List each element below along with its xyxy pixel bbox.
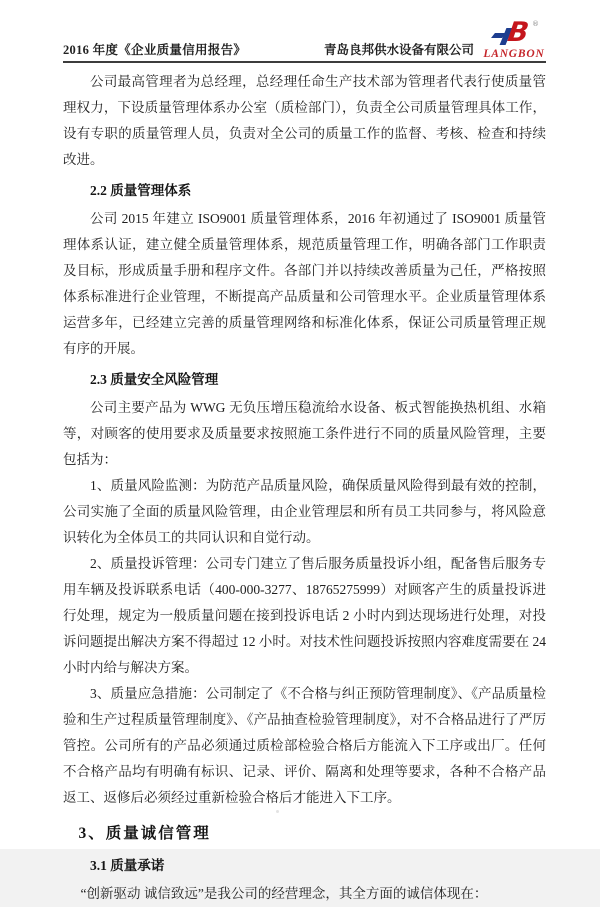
- paragraph-iso9001-system: 公司 2015 年建立 ISO9001 质量管理体系，2016 年初通过了 ISO9001 质量管理体系认证，建立健全质量管理体系，规范质量管理工作，明确各部门工作职责及目标，形成质量手册和程序文件。各部门并以持续改善质量为己任，严格按照体系标准进行企业管理，不断提高产品质量和公司管理水平。企业质量管理体系运营多年，已经建立完善的质量管理网络和标准化体系，保证公司质量管理正规有序的开展。: [63, 211, 546, 356]
- paragraph-item-2-complaint-management: 2、质量投诉管理：公司专门建立了售后服务质量投诉小组，配备售后服务专用车辆及投诉联系电话（400-000-3277、18765275999）对顾客产生的质量投诉进行处理，规定为一般质量问题在接到投诉电话 2 小时内到达现场进行处理，对投诉问题提出解决方案不得超过 12 小时。对技术性问题投诉按照内容难度需要在 24 小时内给与解决方案。: [63, 556, 546, 675]
- page-header: [63, 17, 546, 63]
- paragraph-item-3-emergency-measures: 3、质量应急措施：公司制定了《不合格与纠正预防管理制度》、《产品质量检验和生产过程质量管理制度》、《产品抽查检验管理制度》，对不合格品进行了严厉管控。公司所有的产品必须通过质检部检验合格后方能流入下工序或出厂。任何不合格产品均有明确有标识、记录、评价、隔离和处理等要求，各种不合格产品返工、返修后必须经过重新检验合格后才能进入下工序。: [63, 686, 546, 805]
- paragraph-item-1-risk-monitoring: 1、质量风险监测：为防范产品质量风险，确保质量风险得到最有效的控制，公司实施了全面的质量风险管理，由企业管理层和所有员工共同参与，将风险意识转化为全体员工的共同认识和自觉行动。: [63, 478, 546, 545]
- scan-artifact-dot: [276, 810, 279, 813]
- paragraph-business-philosophy: “创新驱动 诚信致远”是我公司的经营理念，其全方面的诚信体现在：: [80, 886, 488, 901]
- company-logo: [482, 17, 546, 61]
- section-heading-3-1-quality-commitment: 3.1 质量承诺: [90, 858, 165, 873]
- section-heading-3-quality-integrity: 3、质量诚信管理: [78, 825, 211, 842]
- logo-emblem-icon: [491, 17, 539, 48]
- registered-trademark-icon: ®: [532, 20, 539, 28]
- section-heading-2-3-risk-management: 2.3 质量安全风险管理: [90, 372, 219, 387]
- logo-brand-text: LANGBON: [483, 48, 545, 60]
- logo-letter-b: B: [505, 17, 531, 48]
- section-heading-2-2-quality-system: 2.2 质量管理体系: [90, 183, 192, 198]
- paragraph-main-products-risk: 公司主要产品为 WWG 无负压增压稳流给水设备、板式智能换热机组、水箱等，对顾客的使用要求及质量要求按照施工条件进行不同的质量风险管理，主要包括为：: [63, 400, 546, 467]
- paragraph-quality-management-authority: 公司最高管理者为总经理，总经理任命生产技术部为管理者代表行使质量管理权力，下设质量管理体系办公室（质检部门），负责全公司质量管理具体工作，设有专职的质量管理人员，负责对全公司的质量工作的监督、考核、检查和持续改进。: [63, 74, 546, 167]
- header-right-group: [323, 17, 546, 60]
- document-body: [63, 69, 546, 907]
- report-title: 2016 年度《企业质量信用报告》: [63, 43, 247, 57]
- company-name: 青岛良邦供水设备有限公司: [323, 43, 474, 57]
